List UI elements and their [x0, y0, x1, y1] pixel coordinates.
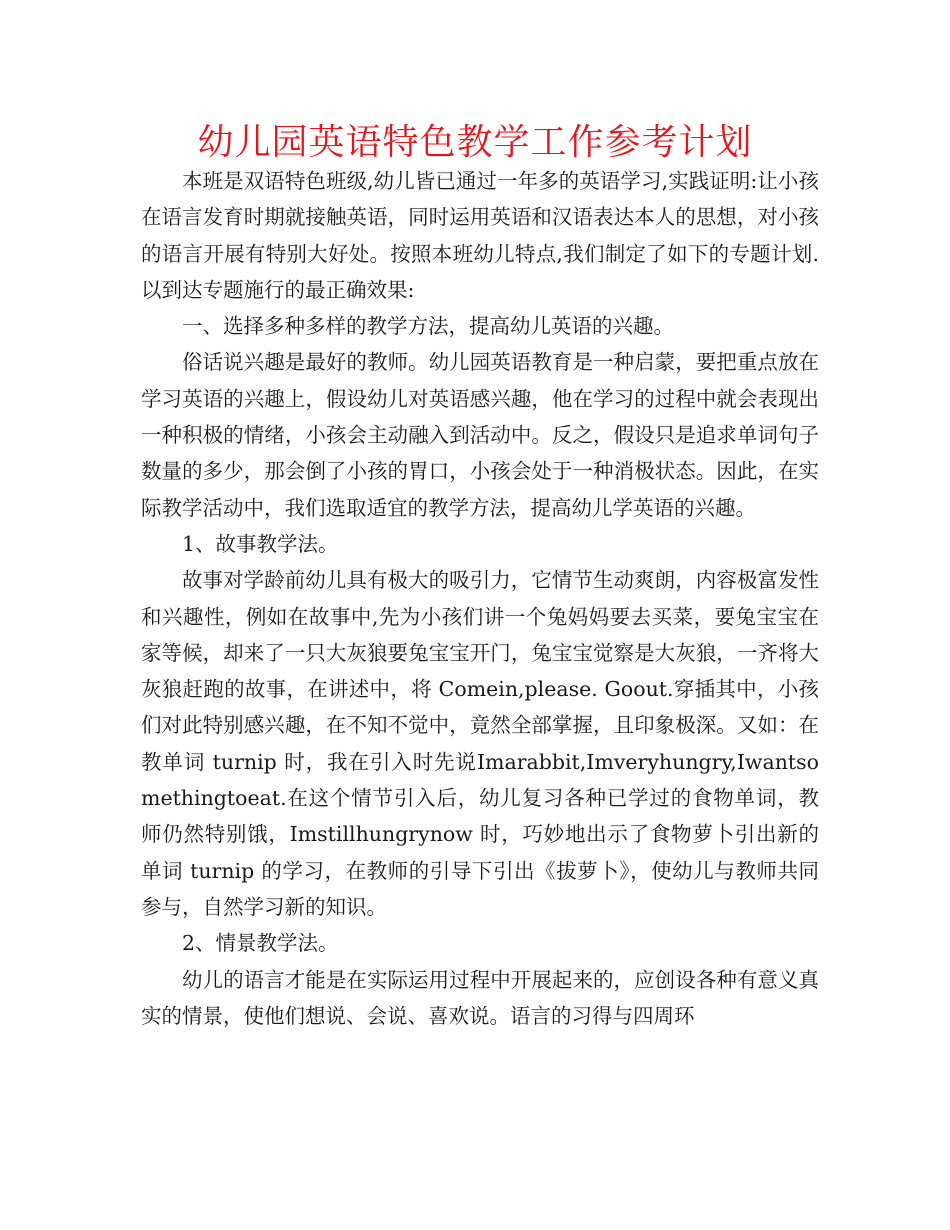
paragraph-scenario-method: 幼儿的语言才能是在实际运用过程中开展起来的，应创设各种有意义真实的情景，使他们想说、会说、喜欢说。语言的习得与四周环 — [141, 967, 819, 1028]
paragraph-story-method: 故事对学龄前幼儿具有极大的吸引力，它情节生动爽朗，内容极富发性和兴趣性，例如在故事中,先为小孩们讲一个兔妈妈要去买菜，要兔宝宝在家等候，却来了一只大灰狼要兔宝宝开门，兔宝宝觉察是大灰狼，一齐将大灰狼赶跑的故事，在讲述中，将 Comein,please. Goout.穿插其中，小孩们对此特别感兴趣，在不知不觉中，竟然全部掌握，且印象极深。又如：在教单词 turnip 时，我在引入时先说Imarabbit,Imveryhungry,Iwantsomethingtoeat.在这个情节引入后，幼儿复习各种已学过的食物单词，教师仍然特别饿，Imstillhungrynow 时，巧妙地出示了食物萝卜引出新的单词 turnip 的学习，在教师的引导下引出《拔萝卜》，使幼儿与教师共同参与，自然学习新的知识。 — [141, 568, 819, 919]
section-heading-1: 一、选择多种多样的教学方法，提高幼儿英语的兴趣。 — [182, 314, 674, 339]
document-title: 幼儿园英语特色教学工作参考计划 — [197, 122, 753, 163]
paragraph-interest: 俗话说兴趣是最好的教师。幼儿园英语教育是一种启蒙，要把重点放在学习英语的兴趣上，假设幼儿对英语感兴趣，他在学习的过程中就会表现出一种积极的情绪，小孩会主动融入到活动中。反之，假设只是追求单词句子数量的多少，那会倒了小孩的胃口，小孩会处于一种消极状态。因此，在实际教学活动中，我们选取适宜的教学方法，提高幼儿学英语的兴趣。 — [141, 350, 819, 520]
subsection-heading-story: 1、故事教学法。 — [182, 531, 339, 556]
document-body — [141, 163, 819, 1034]
subsection-heading-scenario: 2、情景教学法。 — [182, 931, 339, 956]
paragraph-intro: 本班是双语特色班级,幼儿皆已通过一年多的英语学习,实践证明:让小孩在语言发育时期就接触英语，同时运用英语和汉语表达本人的思想，对小孩的语言开展有特别大好处。按照本班幼儿特点,我们制定了如下的专题计划.以到达专题施行的最正确效果: — [141, 169, 819, 302]
